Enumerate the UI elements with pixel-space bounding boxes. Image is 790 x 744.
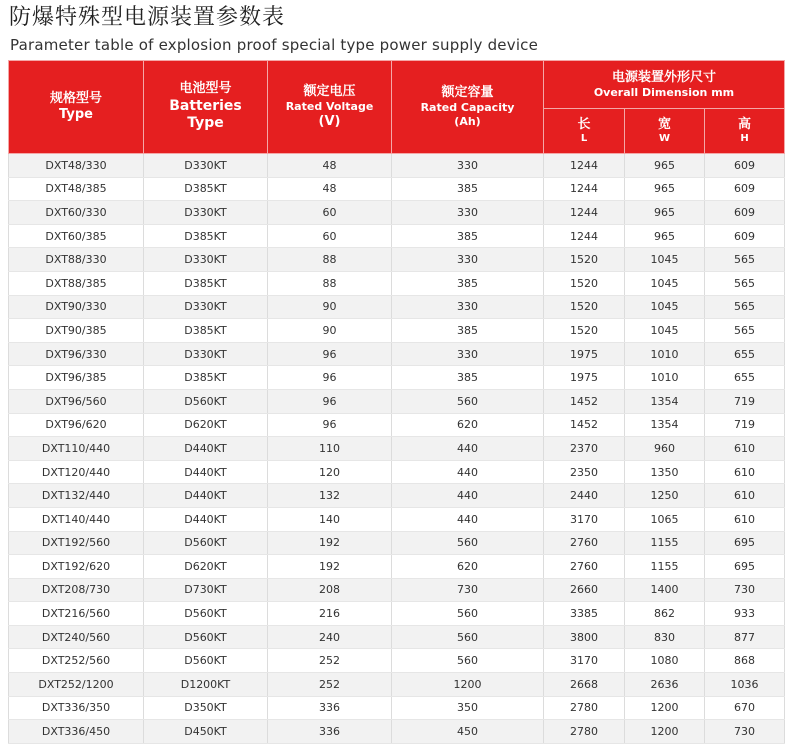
cell-type: DXT48/385 [9,177,144,201]
cell-battery: D440KT [144,484,268,508]
cell-height: 610 [705,460,785,484]
cell-length: 1975 [544,342,625,366]
cell-width: 965 [625,154,705,178]
cell-voltage: 48 [268,154,392,178]
cell-type: DXT48/330 [9,154,144,178]
cell-voltage: 336 [268,696,392,720]
cell-length: 3800 [544,625,625,649]
cell-battery: D1200KT [144,673,268,697]
header-voltage: 额定电压 Rated Voltage (V) [268,61,392,154]
cell-battery: D730KT [144,578,268,602]
table-row [9,507,785,531]
cell-width: 965 [625,177,705,201]
cell-height: 730 [705,720,785,744]
cell-voltage: 240 [268,625,392,649]
cell-width: 1200 [625,720,705,744]
cell-capacity: 330 [392,295,544,319]
cell-length: 3170 [544,649,625,673]
cell-capacity: 330 [392,154,544,178]
table-row [9,625,785,649]
header-width: 宽 W [625,109,705,154]
table-row [9,201,785,225]
cell-capacity: 440 [392,507,544,531]
header-height: 高 H [705,109,785,154]
cell-width: 1354 [625,389,705,413]
cell-height: 868 [705,649,785,673]
table-body [9,154,785,744]
cell-voltage: 192 [268,555,392,579]
cell-width: 1065 [625,507,705,531]
cell-voltage: 48 [268,177,392,201]
cell-capacity: 385 [392,177,544,201]
table-row [9,531,785,555]
cell-type: DXT216/560 [9,602,144,626]
cell-capacity: 385 [392,366,544,390]
cell-capacity: 730 [392,578,544,602]
table-row [9,460,785,484]
table-row [9,366,785,390]
cell-type: DXT88/385 [9,271,144,295]
cell-battery: D440KT [144,460,268,484]
header-capacity: 额定容量 Rated Capacity (Ah) [392,61,544,154]
cell-length: 2780 [544,696,625,720]
cell-battery: D560KT [144,625,268,649]
table-row [9,437,785,461]
cell-capacity: 1200 [392,673,544,697]
cell-battery: D385KT [144,271,268,295]
cell-capacity: 330 [392,342,544,366]
cell-type: DXT120/440 [9,460,144,484]
cell-width: 1045 [625,295,705,319]
cell-length: 2760 [544,555,625,579]
table-row [9,555,785,579]
cell-width: 1250 [625,484,705,508]
cell-width: 1354 [625,413,705,437]
header-type: 规格型号 Type [9,61,144,154]
cell-capacity: 350 [392,696,544,720]
cell-type: DXT252/560 [9,649,144,673]
cell-length: 1244 [544,224,625,248]
page-subtitle: Parameter table of explosion proof special type power supply device [10,36,539,54]
cell-height: 610 [705,507,785,531]
cell-length: 1520 [544,319,625,343]
cell-voltage: 140 [268,507,392,531]
cell-type: DXT90/330 [9,295,144,319]
cell-length: 2350 [544,460,625,484]
cell-battery: D560KT [144,389,268,413]
page-title: 防爆特殊型电源装置参数表 [9,5,286,30]
cell-battery: D560KT [144,531,268,555]
cell-capacity: 330 [392,201,544,225]
cell-capacity: 560 [392,389,544,413]
cell-type: DXT132/440 [9,484,144,508]
cell-voltage: 120 [268,460,392,484]
cell-height: 670 [705,696,785,720]
cell-width: 1010 [625,366,705,390]
table-row [9,673,785,697]
cell-length: 2668 [544,673,625,697]
cell-width: 1350 [625,460,705,484]
table-row [9,271,785,295]
cell-battery: D330KT [144,154,268,178]
cell-length: 2440 [544,484,625,508]
cell-voltage: 216 [268,602,392,626]
table-row [9,389,785,413]
cell-height: 655 [705,342,785,366]
cell-length: 1520 [544,295,625,319]
cell-length: 1452 [544,389,625,413]
cell-voltage: 88 [268,248,392,272]
table-row [9,484,785,508]
cell-length: 1975 [544,366,625,390]
cell-voltage: 252 [268,649,392,673]
cell-type: DXT192/560 [9,531,144,555]
cell-capacity: 385 [392,319,544,343]
cell-voltage: 60 [268,224,392,248]
cell-type: DXT336/350 [9,696,144,720]
cell-voltage: 336 [268,720,392,744]
cell-type: DXT240/560 [9,625,144,649]
cell-height: 565 [705,248,785,272]
cell-voltage: 208 [268,578,392,602]
cell-length: 1520 [544,248,625,272]
cell-type: DXT90/385 [9,319,144,343]
cell-capacity: 385 [392,271,544,295]
cell-height: 719 [705,389,785,413]
cell-type: DXT208/730 [9,578,144,602]
cell-width: 1400 [625,578,705,602]
cell-type: DXT96/330 [9,342,144,366]
cell-voltage: 96 [268,389,392,413]
cell-height: 655 [705,366,785,390]
cell-type: DXT110/440 [9,437,144,461]
cell-width: 830 [625,625,705,649]
table-row [9,177,785,201]
cell-battery: D620KT [144,413,268,437]
cell-capacity: 560 [392,531,544,555]
cell-voltage: 60 [268,201,392,225]
table-header [9,61,785,154]
cell-battery: D620KT [144,555,268,579]
cell-length: 2370 [544,437,625,461]
table-row [9,649,785,673]
cell-width: 2636 [625,673,705,697]
cell-capacity: 330 [392,248,544,272]
cell-capacity: 620 [392,555,544,579]
cell-height: 1036 [705,673,785,697]
cell-height: 719 [705,413,785,437]
cell-type: DXT88/330 [9,248,144,272]
cell-type: DXT96/620 [9,413,144,437]
cell-width: 960 [625,437,705,461]
cell-width: 1045 [625,271,705,295]
cell-capacity: 385 [392,224,544,248]
table-row [9,154,785,178]
table-row [9,319,785,343]
cell-type: DXT96/385 [9,366,144,390]
cell-type: DXT252/1200 [9,673,144,697]
cell-battery: D330KT [144,248,268,272]
table-row [9,602,785,626]
cell-voltage: 110 [268,437,392,461]
cell-voltage: 96 [268,366,392,390]
cell-voltage: 96 [268,413,392,437]
cell-length: 1244 [544,201,625,225]
cell-length: 2780 [544,720,625,744]
cell-width: 965 [625,201,705,225]
header-battery: 电池型号 Batteries Type [144,61,268,154]
cell-width: 1155 [625,555,705,579]
cell-length: 3170 [544,507,625,531]
cell-capacity: 560 [392,602,544,626]
table-row [9,224,785,248]
cell-voltage: 96 [268,342,392,366]
table-row [9,720,785,744]
cell-width: 862 [625,602,705,626]
cell-battery: D385KT [144,224,268,248]
cell-length: 1244 [544,177,625,201]
cell-voltage: 132 [268,484,392,508]
parameter-table [8,60,785,744]
cell-height: 609 [705,224,785,248]
table-row [9,413,785,437]
table-row [9,578,785,602]
cell-height: 730 [705,578,785,602]
cell-width: 965 [625,224,705,248]
cell-length: 2760 [544,531,625,555]
cell-battery: D560KT [144,649,268,673]
cell-width: 1200 [625,696,705,720]
cell-length: 1520 [544,271,625,295]
table-row [9,342,785,366]
header-dimension: 电源装置外形尺寸 Overall Dimension mm [544,61,785,109]
cell-capacity: 450 [392,720,544,744]
table-row [9,248,785,272]
cell-length: 1452 [544,413,625,437]
cell-capacity: 560 [392,625,544,649]
cell-height: 565 [705,295,785,319]
cell-battery: D560KT [144,602,268,626]
cell-height: 695 [705,555,785,579]
table-row [9,295,785,319]
cell-type: DXT96/560 [9,389,144,413]
cell-battery: D385KT [144,319,268,343]
cell-battery: D440KT [144,507,268,531]
cell-battery: D385KT [144,177,268,201]
cell-voltage: 90 [268,295,392,319]
cell-type: DXT60/330 [9,201,144,225]
cell-battery: D450KT [144,720,268,744]
cell-type: DXT60/385 [9,224,144,248]
cell-height: 695 [705,531,785,555]
cell-battery: D330KT [144,342,268,366]
cell-height: 565 [705,271,785,295]
cell-capacity: 620 [392,413,544,437]
cell-capacity: 560 [392,649,544,673]
cell-width: 1045 [625,248,705,272]
cell-type: DXT192/620 [9,555,144,579]
cell-height: 610 [705,484,785,508]
cell-type: DXT336/450 [9,720,144,744]
cell-width: 1155 [625,531,705,555]
cell-battery: D330KT [144,295,268,319]
cell-height: 877 [705,625,785,649]
cell-capacity: 440 [392,460,544,484]
cell-battery: D330KT [144,201,268,225]
cell-voltage: 90 [268,319,392,343]
cell-height: 609 [705,154,785,178]
cell-width: 1010 [625,342,705,366]
cell-height: 933 [705,602,785,626]
cell-length: 3385 [544,602,625,626]
cell-height: 610 [705,437,785,461]
cell-height: 609 [705,201,785,225]
table-row [9,696,785,720]
cell-width: 1045 [625,319,705,343]
cell-voltage: 252 [268,673,392,697]
cell-capacity: 440 [392,437,544,461]
cell-height: 609 [705,177,785,201]
cell-voltage: 88 [268,271,392,295]
cell-battery: D350KT [144,696,268,720]
cell-battery: D440KT [144,437,268,461]
header-length: 长 L [544,109,625,154]
cell-width: 1080 [625,649,705,673]
cell-height: 565 [705,319,785,343]
cell-capacity: 440 [392,484,544,508]
cell-voltage: 192 [268,531,392,555]
cell-type: DXT140/440 [9,507,144,531]
cell-length: 1244 [544,154,625,178]
cell-battery: D385KT [144,366,268,390]
cell-length: 2660 [544,578,625,602]
